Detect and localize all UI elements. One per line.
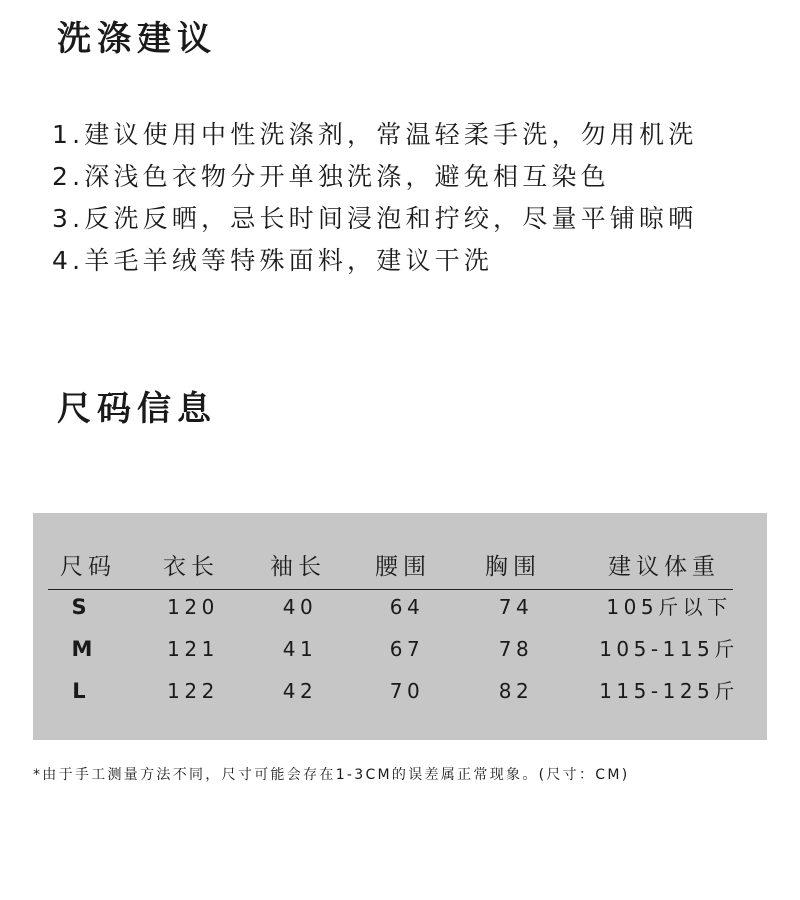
table-cell-chest: 78 (498, 637, 534, 661)
table-cell-length: 120 (167, 595, 219, 619)
table-cell-weight: 105斤以下 (606, 595, 732, 619)
table-cell-waist: 70 (389, 679, 425, 703)
header-divider (48, 589, 733, 590)
table-cell-waist: 67 (389, 637, 425, 661)
washing-item: 3.反洗反晒，忌长时间浸泡和拧绞，尽量平铺晾晒 (52, 204, 698, 233)
size-info-title: 尺码信息 (57, 389, 217, 429)
table-cell-size: S (71, 595, 87, 619)
table-cell-size: M (71, 637, 93, 661)
washing-item: 2.深浅色衣物分开单独洗涤，避免相互染色 (52, 162, 610, 191)
table-cell-chest: 74 (498, 595, 534, 619)
table-cell-sleeve: 41 (282, 637, 318, 661)
header-waist: 腰围 (375, 554, 431, 580)
washing-item: 1.建议使用中性洗涤剂，常温轻柔手洗，勿用机洗 (52, 120, 698, 149)
table-cell-sleeve: 42 (282, 679, 318, 703)
washing-item: 4.羊毛羊绒等特殊面料，建议干洗 (52, 246, 494, 275)
table-cell-waist: 64 (389, 595, 425, 619)
table-cell-chest: 82 (498, 679, 534, 703)
header-chest: 胸围 (485, 554, 541, 580)
size-table (33, 513, 767, 740)
table-cell-size: L (72, 679, 86, 703)
washing-title: 洗涤建议 (57, 19, 217, 59)
header-sleeve: 袖长 (270, 554, 326, 580)
table-cell-weight: 115-125斤 (599, 679, 739, 703)
table-cell-weight: 105-115斤 (599, 637, 739, 661)
washing-instructions-list (52, 114, 697, 282)
table-cell-length: 121 (167, 637, 219, 661)
header-size: 尺码 (60, 554, 116, 580)
measurement-note: *由于手工测量方法不同，尺寸可能会存在1-3CM的误差属正常现象。(尺寸：CM) (33, 767, 630, 783)
table-cell-sleeve: 40 (282, 595, 318, 619)
header-length: 衣长 (163, 554, 219, 580)
header-weight: 建议体重 (608, 554, 720, 580)
table-cell-length: 122 (167, 679, 219, 703)
